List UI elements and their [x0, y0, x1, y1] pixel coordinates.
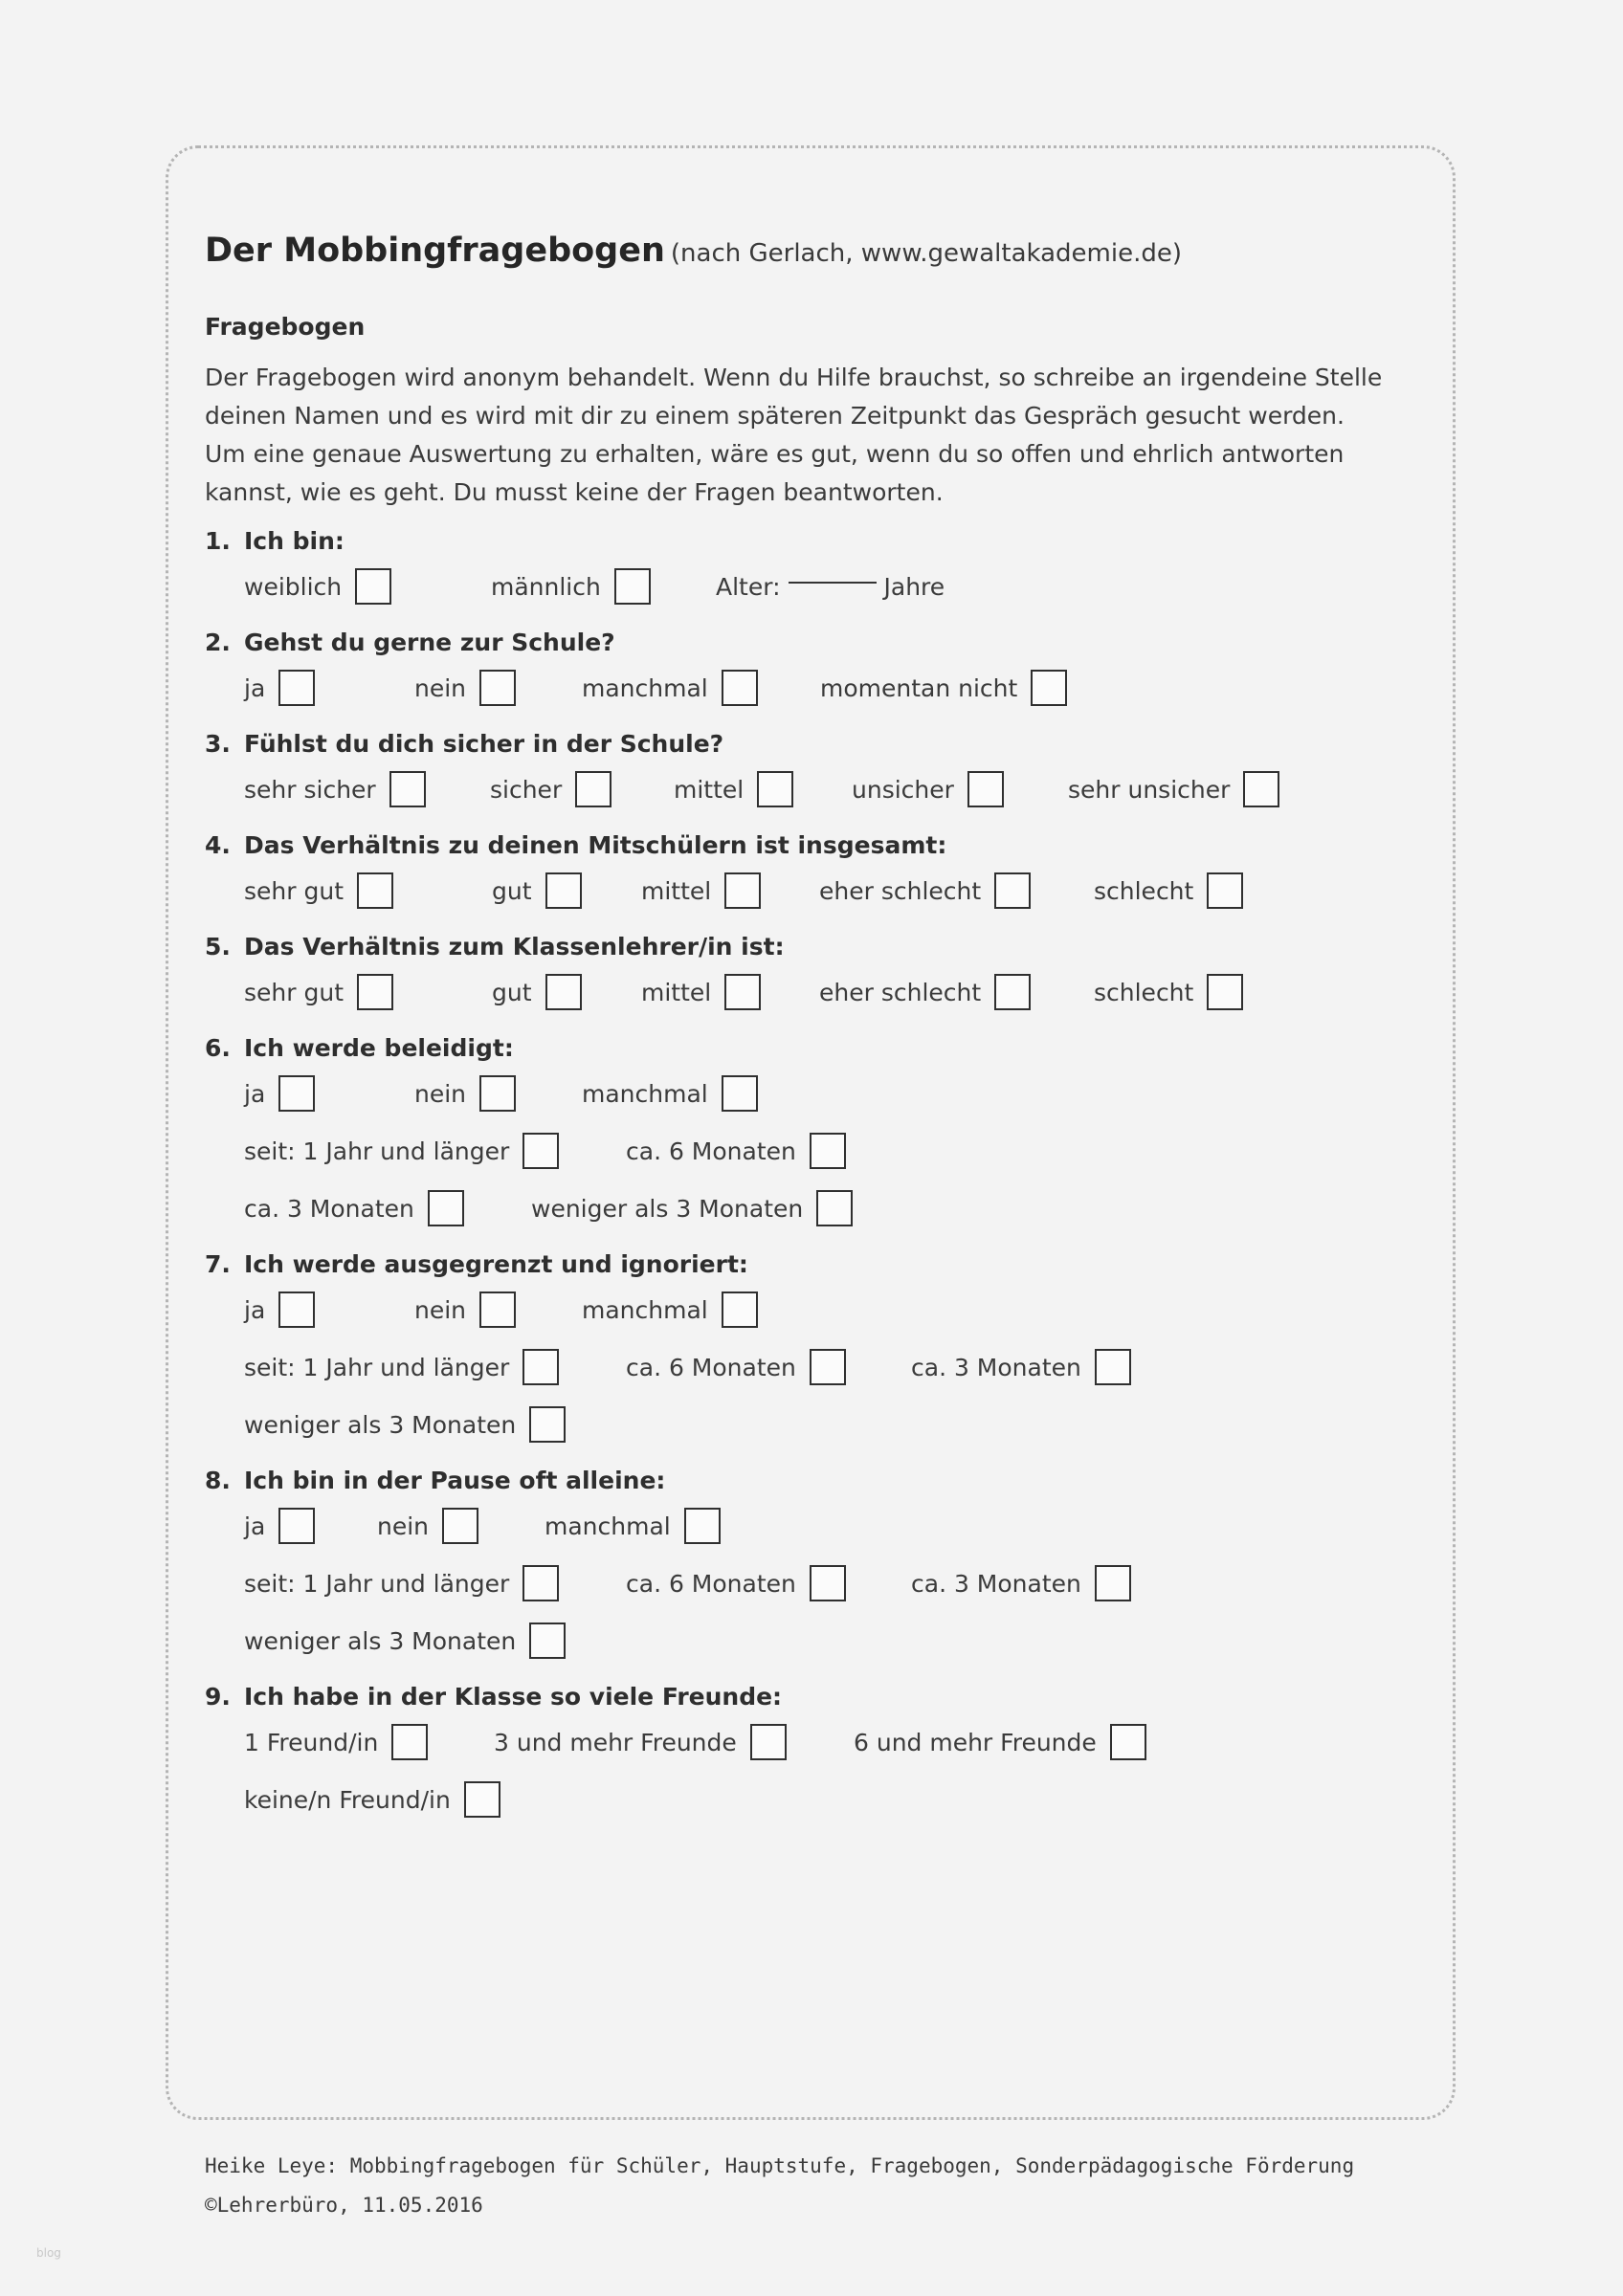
answer-row [244, 1713, 1449, 1771]
checkbox[interactable] [389, 771, 426, 807]
checkbox[interactable] [1207, 974, 1243, 1010]
checkbox[interactable] [810, 1133, 846, 1169]
answer-row [244, 1497, 1449, 1555]
checkbox[interactable] [278, 1292, 315, 1328]
option-ja: ja [244, 1075, 414, 1112]
option-sehr-gut: sehr gut [244, 974, 492, 1010]
option-nein: nein [414, 1292, 582, 1328]
checkbox[interactable] [1243, 771, 1279, 807]
option-6-freunde: 6 und mehr Freunde [854, 1724, 1146, 1760]
checkbox[interactable] [278, 1508, 315, 1544]
question-heading: 9. Ich habe in der Klasse so viele Freunde: [205, 1683, 783, 1711]
question-5 [205, 931, 1449, 1021]
checkbox[interactable] [529, 1623, 566, 1659]
checkbox[interactable] [750, 1724, 787, 1760]
question-heading: 2. Gehst du gerne zur Schule? [205, 629, 615, 656]
checkbox[interactable] [1095, 1349, 1131, 1385]
checkbox[interactable] [522, 1349, 559, 1385]
option-1-freund: 1 Freund/in [244, 1724, 494, 1760]
footer-credit: Heike Leye: Mobbingfragebogen für Schüler, Hauptstufe, Fragebogen, Sonderpädagogische Förderung [205, 2154, 1355, 2177]
option-ja: ja [244, 670, 414, 706]
checkbox[interactable] [522, 1133, 559, 1169]
answer-row [244, 1555, 1449, 1612]
question-heading: 5. Das Verhältnis zum Klassenlehrer/in ist: [205, 933, 785, 960]
option-gut: gut [492, 974, 641, 1010]
checkbox[interactable] [278, 670, 315, 706]
question-7 [205, 1248, 1449, 1453]
intro-line: Der Fragebogen wird anonym behandelt. Wenn du Hilfe brauchst, so schreibe an irgendeine Stelle [205, 364, 1383, 391]
option-sehr-sicher: sehr sicher [244, 771, 490, 807]
option-manchmal: manchmal [582, 1292, 758, 1328]
checkbox[interactable] [391, 1724, 428, 1760]
option-sehr-unsicher: sehr unsicher [1068, 771, 1279, 807]
page-title: Der Mobbingfragebogen (nach Gerlach, www.gewaltakademie.de) [205, 232, 1182, 270]
checkbox[interactable] [428, 1190, 464, 1226]
intro-text [205, 359, 1411, 512]
option-3-monate: ca. 3 Monaten [911, 1565, 1131, 1601]
checkbox[interactable] [967, 771, 1004, 807]
checkbox[interactable] [357, 872, 393, 909]
question-heading: 1. Ich bin: [205, 527, 345, 555]
intro-line: kannst, wie es geht. Du musst keine der Fragen beantworten. [205, 478, 944, 506]
option-weniger-3-monate: weniger als 3 Monaten [244, 1406, 566, 1443]
option-weniger-3-monate: weniger als 3 Monaten [244, 1623, 566, 1659]
checkbox[interactable] [357, 974, 393, 1010]
question-4 [205, 829, 1449, 919]
section-heading: Fragebogen [205, 313, 366, 341]
question-1 [205, 525, 1449, 615]
option-3-monate: ca. 3 Monaten [244, 1190, 531, 1226]
option-unsicher: unsicher [852, 771, 1068, 807]
option-eher-schlecht: eher schlecht [819, 872, 1094, 909]
option-eher-schlecht: eher schlecht [819, 974, 1094, 1010]
option-6-monate: ca. 6 Monaten [626, 1565, 911, 1601]
option-weniger-3-monate: weniger als 3 Monaten [531, 1190, 853, 1226]
checkbox[interactable] [355, 568, 391, 605]
option-manchmal: manchmal [582, 670, 820, 706]
intro-line: deinen Namen und es wird mit dir zu einem späteren Zeitpunkt das Gespräch gesucht werden. [205, 402, 1345, 430]
option-6-monate: ca. 6 Monaten [626, 1133, 846, 1169]
title-source: (nach Gerlach, www.gewaltakademie.de) [670, 239, 1182, 268]
option-momentan-nicht: momentan nicht [820, 670, 1067, 706]
option-3-freunde: 3 und mehr Freunde [494, 1724, 854, 1760]
option-nein: nein [414, 670, 582, 706]
checkbox[interactable] [464, 1781, 500, 1818]
option-3-monate: ca. 3 Monaten [911, 1349, 1131, 1385]
answer-row [244, 1065, 1449, 1122]
checkbox[interactable] [1207, 872, 1243, 909]
checkbox[interactable] [810, 1349, 846, 1385]
question-2 [205, 627, 1449, 717]
option-sicher: sicher [490, 771, 674, 807]
answer-row [244, 963, 1449, 1021]
footer [205, 2147, 1354, 2225]
checkbox[interactable] [545, 974, 582, 1010]
checkbox[interactable] [1095, 1565, 1131, 1601]
answer-row [244, 558, 1449, 615]
checkbox[interactable] [545, 872, 582, 909]
option-gut: gut [492, 872, 641, 909]
checkbox[interactable] [724, 974, 761, 1010]
option-nein: nein [377, 1508, 545, 1544]
checkbox[interactable] [479, 1292, 516, 1328]
option-mittel: mittel [674, 771, 852, 807]
answer-row [244, 659, 1449, 717]
age-field: Alter: Jahre [716, 572, 945, 601]
checkbox[interactable] [479, 670, 516, 706]
checkbox[interactable] [684, 1508, 721, 1544]
checkbox[interactable] [278, 1075, 315, 1112]
option-1-jahr: seit: 1 Jahr und länger [244, 1349, 626, 1385]
option-6-monate: ca. 6 Monaten [626, 1349, 911, 1385]
option-manchmal: manchmal [582, 1075, 758, 1112]
checkbox[interactable] [816, 1190, 853, 1226]
question-heading: 6. Ich werde beleidigt: [205, 1034, 514, 1062]
question-6 [205, 1032, 1449, 1237]
question-heading: 8. Ich bin in der Pause oft alleine: [205, 1467, 666, 1494]
option-mittel: mittel [641, 872, 819, 909]
checkbox[interactable] [442, 1508, 478, 1544]
answer-row [244, 1771, 1449, 1828]
answer-row [244, 1281, 1449, 1338]
answer-row [244, 1338, 1449, 1396]
question-8 [205, 1465, 1449, 1669]
option-nein: nein [414, 1075, 582, 1112]
corner-mark: blog [36, 2246, 61, 2260]
questionnaire [205, 228, 1449, 1828]
option-weiblich: weiblich [244, 568, 491, 605]
checkbox[interactable] [614, 568, 651, 605]
checkbox[interactable] [575, 771, 611, 807]
option-sehr-gut: sehr gut [244, 872, 492, 909]
answer-row [244, 1396, 1449, 1453]
answer-row [244, 1612, 1449, 1669]
question-heading: 4. Das Verhältnis zu deinen Mitschülern ist insgesamt: [205, 831, 947, 859]
option-schlecht: schlecht [1094, 974, 1243, 1010]
option-mittel: mittel [641, 974, 819, 1010]
option-schlecht: schlecht [1094, 872, 1243, 909]
checkbox[interactable] [1110, 1724, 1146, 1760]
footer-copyright: ©Lehrerbüro, 11.05.2016 [205, 2194, 483, 2217]
checkbox[interactable] [724, 872, 761, 909]
option-ja: ja [244, 1292, 414, 1328]
question-3 [205, 728, 1449, 818]
checkbox[interactable] [994, 872, 1031, 909]
checkbox[interactable] [479, 1075, 516, 1112]
checkbox[interactable] [722, 670, 758, 706]
question-heading: 7. Ich werde ausgegrenzt und ignoriert: [205, 1250, 748, 1278]
answer-row [244, 1180, 1449, 1237]
age-input-line[interactable] [789, 582, 877, 584]
option-maennlich: männlich [491, 568, 716, 605]
checkbox[interactable] [522, 1565, 559, 1601]
answer-row [244, 761, 1449, 818]
checkbox[interactable] [529, 1406, 566, 1443]
intro-line: Um eine genaue Auswertung zu erhalten, wäre es gut, wenn du so offen und ehrlich antworten [205, 440, 1345, 468]
option-manchmal: manchmal [545, 1508, 721, 1544]
checkbox[interactable] [994, 974, 1031, 1010]
checkbox[interactable] [1031, 670, 1067, 706]
option-keine-freunde: keine/n Freund/in [244, 1781, 500, 1818]
option-1-jahr: seit: 1 Jahr und länger [244, 1133, 626, 1169]
checkbox[interactable] [757, 771, 793, 807]
question-9 [205, 1681, 1449, 1828]
checkbox[interactable] [722, 1075, 758, 1112]
option-1-jahr: seit: 1 Jahr und länger [244, 1565, 626, 1601]
answer-row [244, 1122, 1449, 1180]
answer-row [244, 862, 1449, 919]
question-heading: 3. Fühlst du dich sicher in der Schule? [205, 730, 724, 758]
checkbox[interactable] [722, 1292, 758, 1328]
checkbox[interactable] [810, 1565, 846, 1601]
option-ja: ja [244, 1508, 377, 1544]
